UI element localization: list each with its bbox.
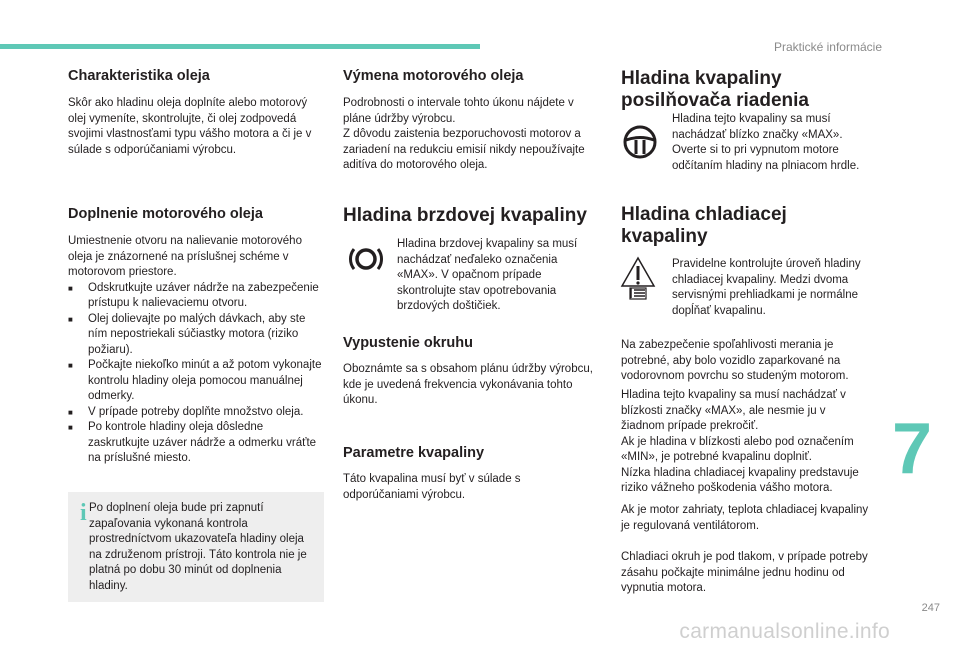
top-accent-bar	[0, 44, 480, 49]
oil-refill-text: Umiestnenie otvoru na nalievanie motorového oleja je znázornené na príslušnej schéme v motorovom priestore.	[68, 235, 302, 278]
circuit-drain-text: Oboznámte sa s obsahom plánu údržby výrobcu, kde je uvedená frekvencia vykonávania tohto úkonu.	[343, 363, 593, 406]
heading-oil-characteristics: Charakteristika oleja	[68, 68, 210, 84]
list-item: ■ Po kontrole hladiny oleja dôsledne zaskrutkujte uzáver nádrže a odmerku vráťte na príslušné miesto.	[68, 421, 317, 464]
circuit-drain-text-wrap	[343, 362, 599, 409]
coolant-text-2-wrap	[621, 338, 871, 385]
coolant-text-5-wrap	[621, 550, 871, 597]
heading-coolant: Hladina chladiacej kvapaliny	[621, 204, 787, 247]
oil-change-text-wrap	[343, 96, 599, 174]
bullet-icon: ■	[68, 423, 73, 432]
heading-fluid-params-wrap	[343, 445, 599, 461]
power-steering-text: Hladina tejto kvapaliny sa musí nachádzať blízko značky «MAX». Overte si to pri vypnutom motore odčítaním hladiny na plniacom hrdle.	[672, 113, 860, 172]
bullet-icon: ■	[68, 283, 73, 293]
coolant-text-1: Pravidelne kontrolujte úroveň hladiny chladiacej kvapaliny. Medzi dvoma servisnými prehliadkami je normálne dopĺňať kvapalinu.	[672, 258, 861, 317]
fluid-params-text: Táto kvapalina musí byť v súlade s odporúčaniami výrobcu.	[343, 473, 521, 501]
brake-fluid-text: Hladina brzdovej kvapaliny sa musí nachádzať neďaleko označenia «MAX». V opačnom prípade skontrolujte stav opotrebovania brzdových doštičiek.	[397, 238, 578, 312]
oil-refill-section	[68, 234, 324, 467]
info-note-text: Po doplnení oleja bude pri zapnutí zapaľovania vykonaná kontrola prostredníctvom ukazovateľa hladiny oleja na združenom prístroji. Táto kontrola nie je platná po dobu 30 minút od doplnenia hladiny.	[89, 502, 307, 592]
coolant-text-5: Chladiaci okruh je pod tlakom, v prípade potreby zásahu počkajte minimálne jednu hodinu od vypnutia motora.	[621, 551, 868, 594]
list-item: ■ Olej dolievajte po malých dávkach, aby ste ním nepostriekali súčiastky motora (riziko požiaru).	[68, 312, 306, 356]
heading-power-steering: Hladina kvapaliny posilňovača riadenia	[621, 68, 809, 111]
oil-refill-steps	[68, 281, 324, 467]
chapter-number: 7	[892, 409, 933, 489]
bullet-icon: ■	[68, 314, 73, 324]
heading-circuit-drain-wrap	[343, 335, 599, 351]
watermark: carmanualsonline.info	[679, 620, 890, 643]
list-item: ■ Počkajte niekoľko minút a až potom vykonajte kontrolu hladiny oleja pomocou manuálnej odmerky.	[68, 359, 322, 402]
coolant-text-4-wrap	[621, 503, 871, 534]
steering-wheel-icon	[620, 122, 660, 162]
coolant-text-3-wrap	[621, 388, 871, 497]
coolant-text-4: Ak je motor zahriaty, teplota chladiacej kvapaliny je regulovaná ventilátorom.	[621, 504, 869, 532]
heading-oil-change-wrap	[343, 68, 599, 84]
section-title: Praktické informácie	[773, 40, 882, 54]
bullet-icon: ■	[68, 407, 73, 417]
list-item: ■ Odskrutkujte uzáver nádrže na zabezpečenie prístupu k nalievaciemu otvoru.	[68, 281, 319, 309]
list-item: ■ V prípade potreby doplňte množstvo oleja.	[68, 405, 324, 421]
heading-power-steering-wrap	[621, 68, 861, 112]
heading-oil-characteristics-wrap	[68, 68, 324, 84]
oil-change-text: Podrobnosti o intervale tohto úkonu nájdete v pláne údržby výrobcu. Z dôvodu zaistenia bezporuchovosti motorov a zariadení na redukciu emisií nikdy nepoužívajte aditíva do motorového oleja.	[343, 97, 585, 171]
coolant-text-1-wrap	[672, 257, 868, 319]
heading-oil-refill-wrap	[68, 206, 324, 222]
heading-oil-change: Výmena motorového oleja	[343, 68, 524, 84]
heading-circuit-drain: Vypustenie okruhu	[343, 335, 473, 351]
bullet-icon: ■	[68, 361, 73, 370]
heading-coolant-wrap	[621, 204, 861, 248]
coolant-text-2: Na zabezpečenie spoľahlivosti merania je potrebné, aby bolo vozidlo zaparkované na vodorovnom povrchu so studeným motorom.	[621, 339, 849, 382]
coolant-warning-icon	[618, 254, 658, 302]
brake-warning-icon	[346, 239, 386, 279]
heading-brake-fluid-wrap	[343, 205, 613, 227]
heading-fluid-params: Parametre kvapaliny	[343, 445, 485, 461]
info-note	[68, 492, 324, 602]
heading-brake-fluid: Hladina brzdovej kvapaliny	[343, 205, 587, 226]
oil-characteristics-text-wrap	[68, 96, 324, 158]
power-steering-text-wrap	[672, 112, 872, 174]
fluid-params-text-wrap	[343, 472, 599, 503]
heading-oil-refill: Doplnenie motorového oleja	[68, 206, 263, 222]
brake-fluid-text-wrap	[397, 237, 597, 315]
oil-characteristics-text: Skôr ako hladinu oleja doplníte alebo motorový olej vymeníte, skontrolujte, či olej zodpovedá svojimi vlastnosťami typu vášho motora a či je v súlade s odporúčaniami výrobcu.	[68, 97, 312, 156]
info-icon: i	[80, 500, 87, 526]
chapter-tab	[892, 405, 960, 493]
coolant-text-3: Hladina tejto kvapaliny sa musí nachádzať v blízkosti značky «MAX», ale nesmie ju v žiadnom prípade prekročiť. Ak je hladina v blízkosti alebo pod označením «MIN», je potrebné kvapalinu doplniť. Nízka hladina chladiacej kvapaliny predstavuje riziko vážneho poškodenia vášho motora.	[621, 389, 859, 494]
page-number: 247	[921, 602, 940, 614]
